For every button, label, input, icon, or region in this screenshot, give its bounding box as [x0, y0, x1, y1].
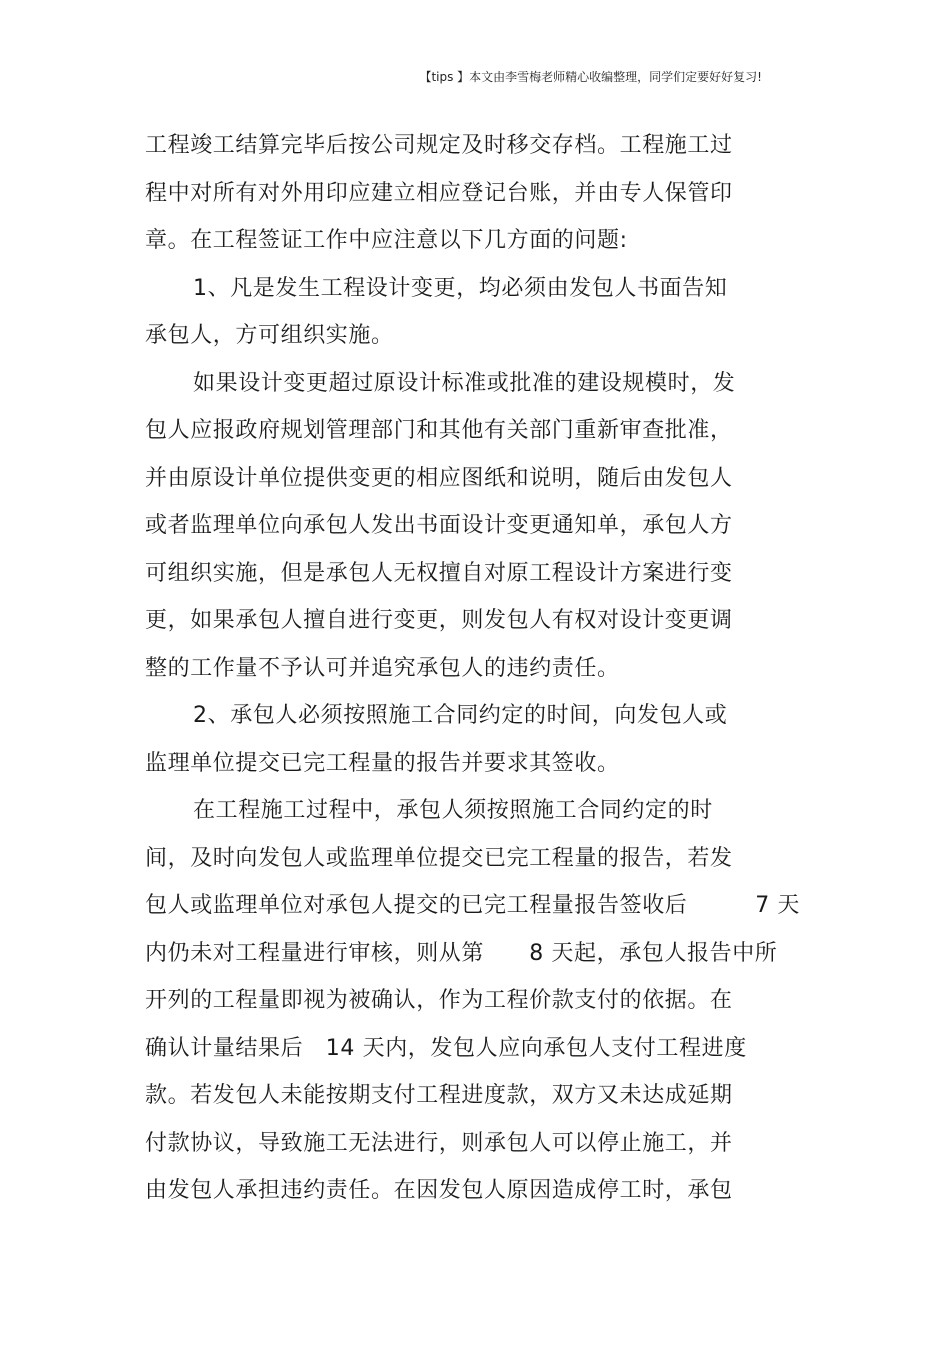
text-line: 可组织实施，但是承包人无权擅自对原工程设计方案进行变: [145, 560, 733, 586]
text-line: 工程竣工结算完毕后按公司规定及时移交存档。工程施工过: [145, 133, 733, 158]
text-line: 包人应报政府规划管理部门和其他有关部门重新审查批准，: [145, 418, 733, 443]
text-line: 监理单位提交已完工程量的报告并要求其签收。: [145, 750, 620, 776]
tips-header: 【tips 】本文由李雪梅老师精心收编整理，同学们定要好好复习!: [419, 70, 762, 84]
text-line: 承包人，方可组织实施。: [145, 323, 394, 348]
text-line: 章。在工程签证工作中应注意以下几方面的问题:: [145, 228, 628, 253]
body-text: [145, 126, 815, 1219]
text-line: 2、承包人必须按照施工合同约定的时间，向发包人或: [193, 703, 728, 728]
text-line: 款。若发包人未能按期支付工程进度款，双方又未达成延期: [145, 1083, 733, 1108]
text-line: 程中对所有对外用印应建立相应登记台账，并由专人保管印: [145, 180, 733, 206]
text-line: 付款协议，导致施工无法进行，则承包人可以停止施工，并: [145, 1130, 733, 1156]
text-line: 开列的工程量即视为被确认，作为工程价款支付的依据。在: [145, 988, 733, 1013]
text-line: 包人或监理单位对承包人提交的已完工程量报告签收后 7 天: [145, 893, 800, 918]
text-line: 更，如果承包人擅自进行变更，则发包人有权对设计变更调: [145, 608, 733, 633]
text-line: 并由原设计单位提供变更的相应图纸和说明，随后由发包人: [145, 465, 733, 491]
text-line: 在工程施工过程中，承包人须按照施工合同约定的时: [193, 798, 713, 823]
text-line: 间，及时向发包人或监理单位提交已完工程量的报告，若发: [145, 845, 733, 871]
text-line: 整的工作量不予认可并追究承包人的违约责任。: [145, 655, 620, 681]
text-line: 或者监理单位向承包人发出书面设计变更通知单，承包人方: [145, 513, 733, 538]
text-line: 确认计量结果后 14 天内，发包人应向承包人支付工程进度: [145, 1035, 747, 1061]
text-line: 1、凡是发生工程设计变更，均必须由发包人书面告知: [193, 275, 728, 301]
text-line: 由发包人承担违约责任。在因发包人原因造成停工时，承包: [145, 1178, 733, 1203]
text-line: 内仍未对工程量进行审核，则从第 8 天起，承包人报告中所: [145, 940, 778, 966]
text-line: 如果设计变更超过原设计标准或批准的建设规模时，发: [193, 370, 736, 396]
